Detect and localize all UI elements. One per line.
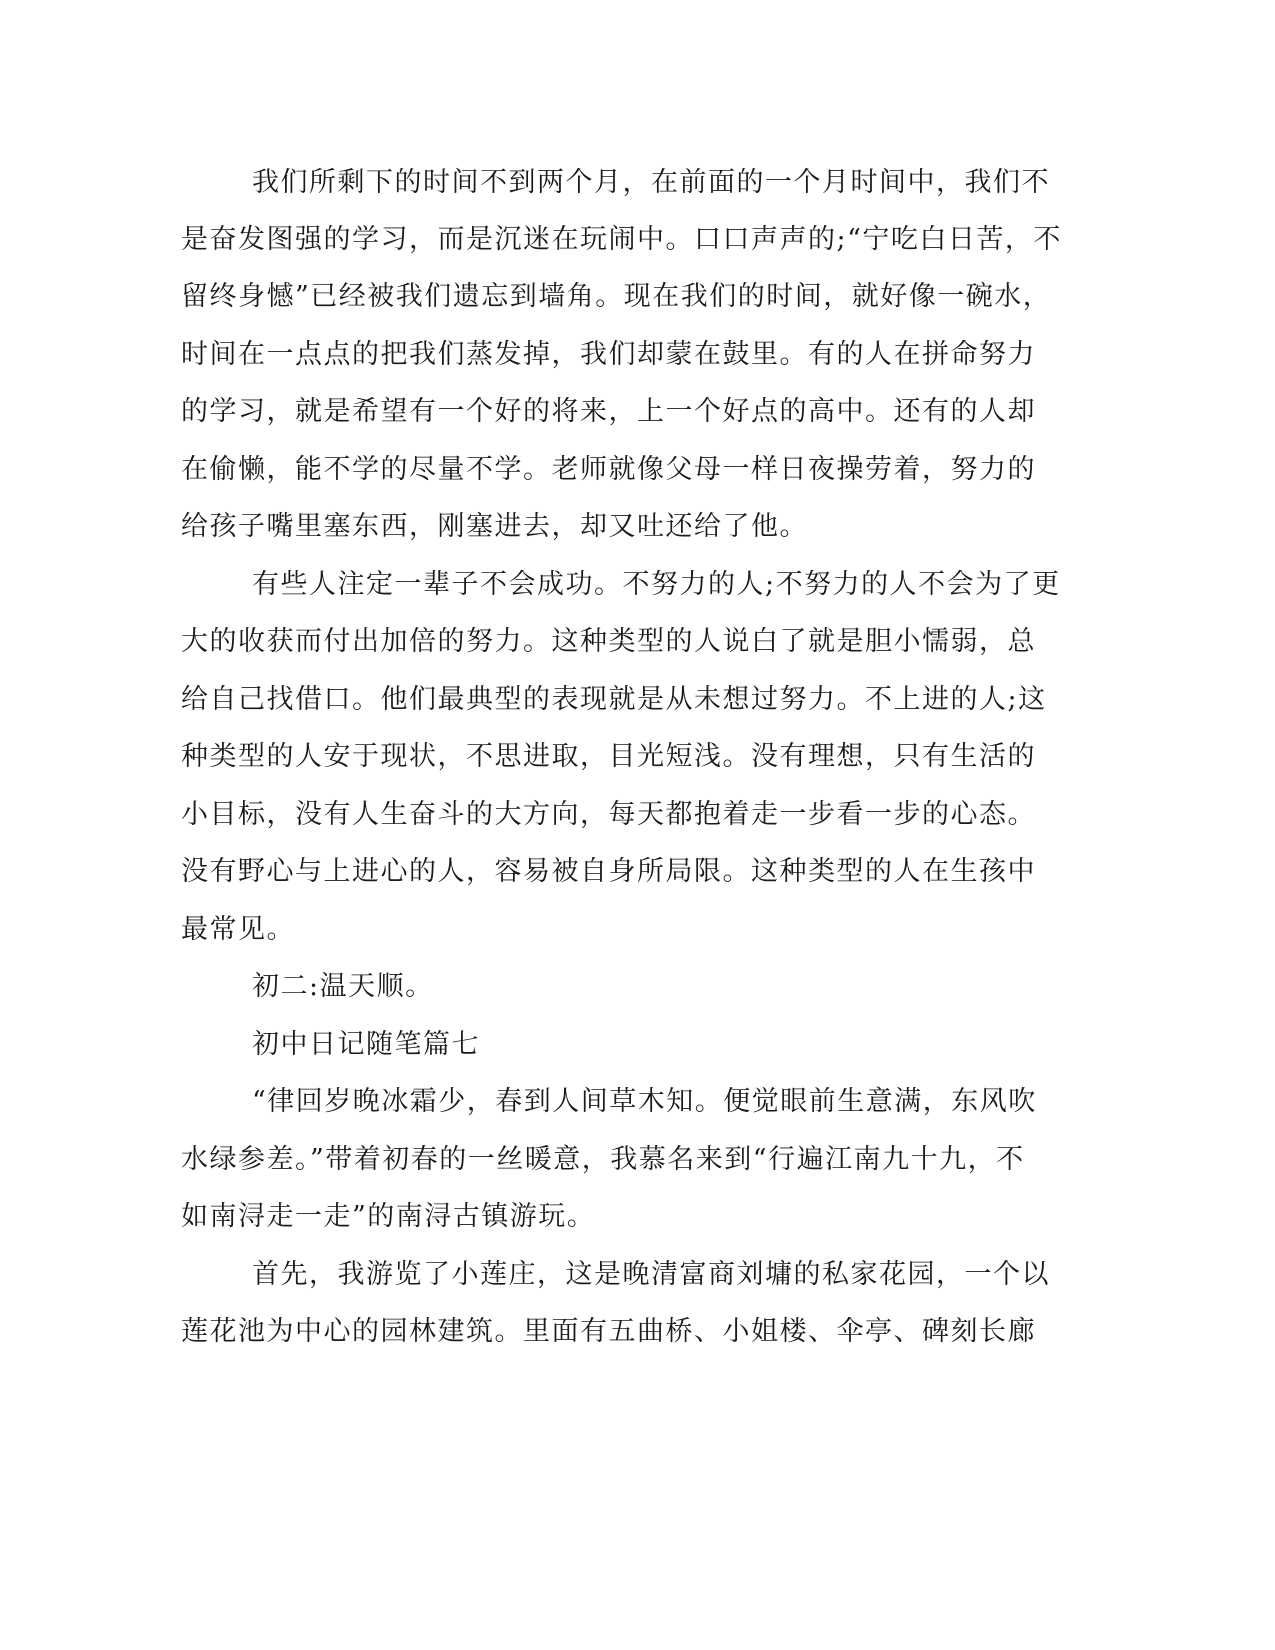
text-line: 莲花池为中心的园林建筑。里面有五曲桥、小姐楼、伞亭、碑刻长廊 xyxy=(181,1316,1036,1347)
text-line: 没有野心与上进心的人，容易被自身所局限。这种类型的人在生孩中 xyxy=(181,856,1036,887)
text-line: 留终身憾”已经被我们遗忘到墙角。现在我们的时间，就好像一碗水， xyxy=(181,281,1052,312)
text-line: 如南浔走一走”的南浔古镇游玩。 xyxy=(181,1201,596,1232)
section-heading: 初中日记随笔篇七 xyxy=(252,1029,480,1060)
text-line: 最常见。 xyxy=(181,914,295,945)
text-line: 的学习，就是希望有一个好的将来，上一个好点的高中。还有的人却 xyxy=(181,396,1036,427)
text-line: 有些人注定一辈子不会成功。不努力的人;不努力的人不会为了更 xyxy=(252,569,1061,600)
text-line: 我们所剩下的时间不到两个月，在前面的一个月时间中，我们不 xyxy=(252,167,1050,198)
text-line: 给自己找借口。他们最典型的表现就是从未想过努力。不上进的人;这 xyxy=(181,684,1047,715)
text-line: 初二:温天顺。 xyxy=(252,971,434,1002)
text-line: 首先，我游览了小莲庄，这是晚清富商刘墉的私家花园，一个以 xyxy=(252,1259,1050,1290)
text-line: 水绿参差。”带着初春的一丝暖意，我慕名来到“行遍江南九十九，不 xyxy=(181,1144,1025,1175)
text-line: “律回岁晚冰霜少，春到人间草木知。便觉眼前生意满，东风吹 xyxy=(252,1086,1037,1117)
text-line: 时间在一点点的把我们蒸发掉，我们却蒙在鼓里。有的人在拼命努力 xyxy=(181,339,1036,370)
text-line: 种类型的人安于现状，不思进取，目光短浅。没有理想，只有生活的 xyxy=(181,741,1036,772)
text-line: 大的收获而付出加倍的努力。这种类型的人说白了就是胆小懦弱，总 xyxy=(181,626,1036,657)
text-line: 小目标，没有人生奋斗的大方向，每天都抱着走一步看一步的心态。 xyxy=(181,799,1036,830)
text-line: 是奋发图强的学习，而是沉迷在玩闹中。口口声声的;“宁吃白日苦，不 xyxy=(181,224,1062,255)
text-line: 在偷懒，能不学的尽量不学。老师就像父母一样日夜操劳着，努力的 xyxy=(181,454,1036,485)
text-line: 给孩子嘴里塞东西，刚塞进去，却又吐还给了他。 xyxy=(181,511,808,542)
